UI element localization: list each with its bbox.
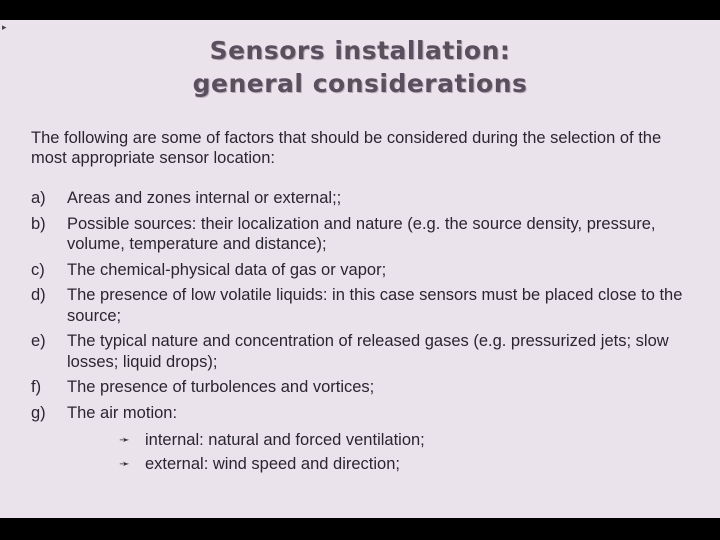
item-letter: a) [31,189,46,207]
item-text: The presence of low volatile liquids: in this case sensors must be placed close to the source; [67,286,683,325]
item-letter: b) [31,214,46,233]
item-text: Areas and zones internal or external;; [67,189,342,207]
item-letter: f) [31,378,42,396]
list-item-b [31,214,691,255]
item-letter: c) [31,260,45,279]
list-item-c [31,260,691,281]
list-item-g [31,403,691,424]
item-letter: g) [31,403,46,422]
arrow-right-icon: ➛ [119,456,130,471]
list-item-f [31,377,691,398]
sub-item-text: internal: natural and forced ventilation; [145,431,425,449]
item-letter: d) [31,286,46,304]
slide-title [0,34,720,100]
list-item-d [31,285,691,326]
corner-mark-icon: ▸ [2,22,7,32]
list-item-e [31,331,691,372]
title-line-2: general considerations [192,69,528,98]
arrow-right-icon: ➛ [119,432,130,447]
title-line-1: Sensors installation: [209,36,511,65]
item-text: Possible sources: their localization and nature (e.g. the source density, pressure, volume, temperature and distance); [67,214,656,253]
item-text: The air motion: [67,403,178,422]
item-text: The chemical-physical data of gas or vapor; [67,260,387,279]
slide [0,20,720,518]
item-letter: e) [31,332,46,350]
sub-item-internal [31,428,691,452]
factor-list [31,188,691,476]
intro-paragraph: The following are some of factors that should be considered during the selection of the most appropriate sensor location: [31,129,662,167]
list-item-a [31,188,691,209]
item-text: The presence of turbolences and vortices; [67,378,375,396]
sub-item-external [31,452,691,476]
sub-item-text: external: wind speed and direction; [145,455,400,473]
item-text: The typical nature and concentration of released gases (e.g. pressurized jets; slow losses; liquid drops); [67,332,669,371]
